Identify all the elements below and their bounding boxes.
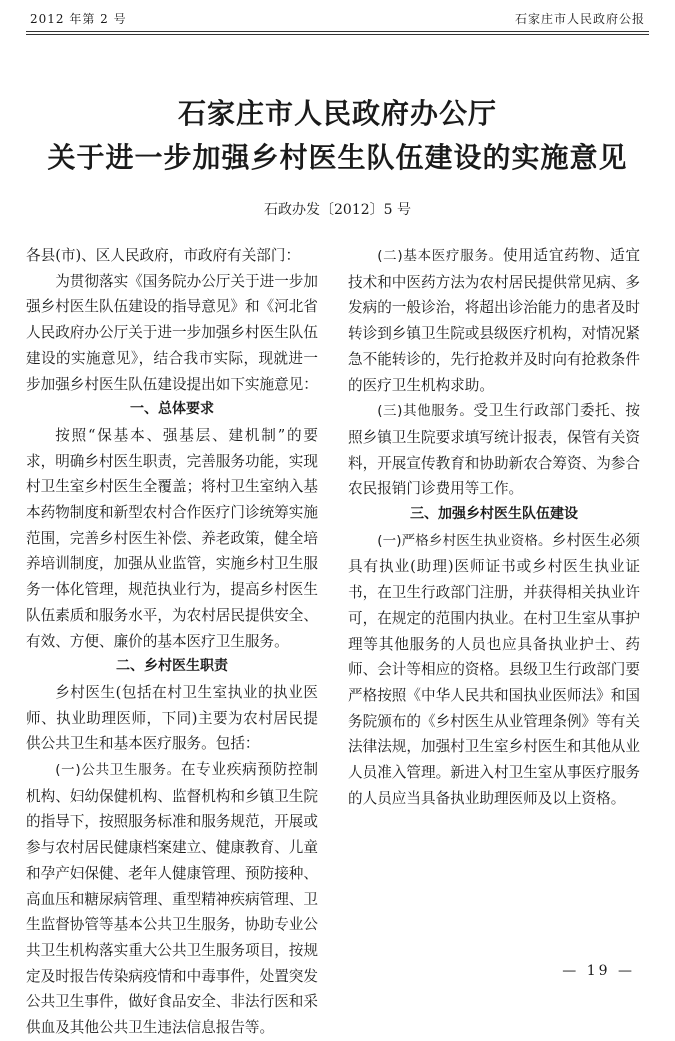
item-lead: (三)其他服务。 [377,403,474,420]
item-paragraph [348,398,640,502]
header-rule [26,34,649,35]
item-paragraph [26,757,318,1041]
section-heading: 三、加强乡村医生队伍建设 [410,506,578,523]
page-number: — 19 — [562,963,635,979]
intro-paragraph: 为贯彻落实《国务院办公厅关于进一步加强乡村医生队伍建设的指导意见》和《河北省人民政府办公厅关于进一步加强乡村医生队伍建设的实施意见》，结合我市实际，现就进一步加强乡村医生队伍建设提出如下实施意见： [26,272,318,393]
salutation: 各县(市)、区人民政府，市政府有关部门： [26,247,301,264]
document-title-line-1: 石家庄市人民政府办公厅 [177,97,497,130]
issue-label: 2012 年第 2 号 [30,12,127,26]
item-lead: (一)公共卫生服务。 [55,762,181,779]
item-paragraph [348,243,640,398]
document-number: 石政办发〔2012〕5 号 [264,202,411,218]
gazette-title: 石家庄市人民政府公报 [514,12,645,26]
item-text: 乡村医生必须具有执业(助理)医师证书或乡村医生执业证书，在卫生行政部门注册，并获得相关执业许可，在规定的范围内执业。在村卫生室从事护理等其他服务的人员也应具备执业护士、药师、会计等相应的资格。县级卫生行政部门要严格按照《中华人民共和国执业医师法》和国务院颁布的《乡村医生从业管理条例》等有关法律法规，加强村卫生室乡村医生和其他从业人员准入管理。新进入村卫生室从事医疗服务的人员应当具备执业助理医师及以上资格。 [348,531,640,807]
section-paragraph: 乡村医生(包括在村卫生室执业的执业医师、执业助理医师，下同)主要为农村居民提供公共卫生和基本医疗服务。包括： [26,683,318,753]
page-header [0,0,675,40]
text-column-left [26,243,318,1041]
item-text: 受卫生行政部门委托、按照乡镇卫生院要求填写统计报表，保管有关资料，开展宣传教育和协助新农合筹资、为参合农民报销门诊费用等工作。 [348,402,640,498]
item-lead: (二)基本医疗服务。 [377,248,503,264]
section-paragraph: 按照“保基本、强基层、建机制”的要求，明确乡村医生职责，完善服务功能，实现村卫生室乡村医生全覆盖；将村卫生室纳入基本药物制度和新型农村合作医疗门诊统筹实施范围，完善乡村医生补偿、养老政策，健全培养培训制度，加强从业监管，实施乡村卫生服务一体化管理，规范执业行为，提高乡村医生队伍素质和服务水平，为农村居民提供安全、有效、方便、廉价的基本医疗卫生服务。 [26,426,318,650]
item-text: 使用适宜药物、适宜技术和中医药方法为农村居民提供常见病、多发病的一般诊治，将超出诊治能力的患者及时转诊到乡镇卫生院或县级医疗机构，对情况紧急不能转诊的，先行抢救并及时向有抢救条件的医疗卫生机构求助。 [348,247,640,394]
document-title-line-2: 关于进一步加强乡村医生队伍建设的实施意见 [47,141,628,174]
section-heading: 一、总体要求 [130,401,214,418]
item-lead: (一)严格乡村医生执业资格。 [377,532,552,549]
header-rule [26,31,649,32]
section-heading: 二、乡村医生职责 [116,658,228,675]
item-paragraph [348,528,640,812]
text-column-right [348,243,640,811]
item-text: 在专业疾病预防控制机构、妇幼保健机构、监督机构和乡镇卫生院的指导下，按照服务标准和服务规范，开展或参与农村居民健康档案建立、健康教育、儿童和孕产妇保健、老年人健康管理、预防接种、高血压和糖尿病管理、重型精神疾病管理、卫生监督协管等基本公共卫生服务，协助专业公共卫生机构落实重大公共卫生服务项目，按规定及时报告传染病疫情和中毒事件，处置突发公共卫生事件，做好食品安全、非法行医和采供血及其他公共卫生违法信息报告等。 [26,761,318,1037]
